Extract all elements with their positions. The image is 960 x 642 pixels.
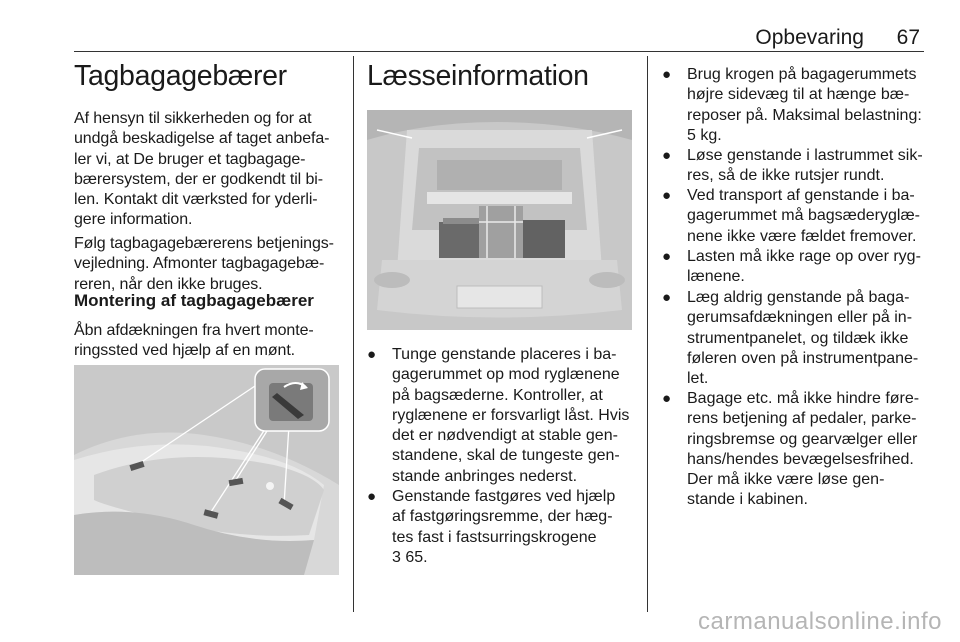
bullet-marker: ● (367, 488, 377, 505)
running-header-title: Opbevaring (755, 26, 864, 49)
subheading-mounting: Montering af tagbagagebærer (74, 291, 314, 310)
bullet-text: Bagage etc. må ikke hindre føre- rens betjening af pedaler, parke- ringsbremse og gearvælger eller hans/hendes bevægelsesfrihed. Der må ikke være løse gen- stande i kabinen. (687, 390, 920, 509)
trunk-loading-illustration (367, 110, 632, 330)
paragraph-roof-carrier-manual: Følg tagbagagebærerens betjenings- vejledning. Afmonter tagbagagebæ- reren, når den ikke bruges. (74, 235, 334, 293)
column-divider-right (647, 56, 648, 612)
bullet-marker: ● (662, 66, 672, 83)
bullet-text: Genstande fastgøres ved hjælp af fastgøringsremme, der hæg- tes fast i fastsurringskrogene (392, 488, 616, 546)
bullet-text: Løse genstande i lastrummet sik- res, så de ikke rutsjer rundt. (687, 147, 923, 185)
column-divider-left (353, 56, 354, 612)
roof-mounting-illustration (74, 365, 339, 575)
cross-reference-text: 3 65. (392, 549, 428, 566)
paragraph-mounting-instructions: Åbn afdækningen fra hvert monte- ringssted ved hjælp af en mønt. (74, 322, 314, 360)
paragraph-roof-carrier-advice: Af hensyn til sikkerheden og for at undgå beskadigelse af taget anbefa- ler vi, at De bruger et tagbagage- bærersystem, der er godkendt til bi- len. Kontakt dit værksted for yderli- gere information. (74, 110, 330, 229)
bullet-text: Brug krogen på bagagerummets højre sidevæg til at hænge bæ- reposer på. Maksimal belastning: 5 kg. (687, 66, 922, 144)
bullet-marker: ● (367, 346, 377, 363)
page-number: 67 (896, 26, 920, 49)
watermark: carmanualsonline.info (698, 608, 942, 635)
bullet-text: Læg aldrig genstande på baga- gerumsafdækningen eller på in- strumentpanelet, og tildæk ikke føleren oven på instrumentpane- let. (687, 289, 919, 388)
bullet-text: Tunge genstande placeres i ba- gagerummet op mod ryglænene på bagsæderne. Kontroller, at ryglænene er forsvarligt låst. Hvis det er nødvendigt at stable gen- standene, skal de tungeste gen- stande anbringes nederst. (392, 346, 630, 485)
heading-loading-info: Læsseinformation (367, 60, 589, 92)
bullet-marker: ● (662, 147, 672, 164)
cross-reference-link[interactable] (392, 548, 592, 568)
bullet-marker: ● (662, 187, 672, 204)
trunk-loading-figure (367, 110, 632, 330)
header-rule (74, 51, 924, 52)
bullet-text: Ved transport af genstande i ba- gagerummet må bagsæderyglæ- nene ikke være fældet fremover. (687, 187, 920, 245)
bullet-text: Lasten må ikke rage op over ryg- lænene. (687, 248, 921, 286)
bullet-marker: ● (662, 248, 672, 265)
bullet-marker: ● (662, 390, 672, 407)
heading-roof-carrier: Tagbagagebærer (74, 60, 287, 92)
roof-mounting-figure (74, 365, 339, 575)
bullet-marker: ● (662, 289, 672, 306)
